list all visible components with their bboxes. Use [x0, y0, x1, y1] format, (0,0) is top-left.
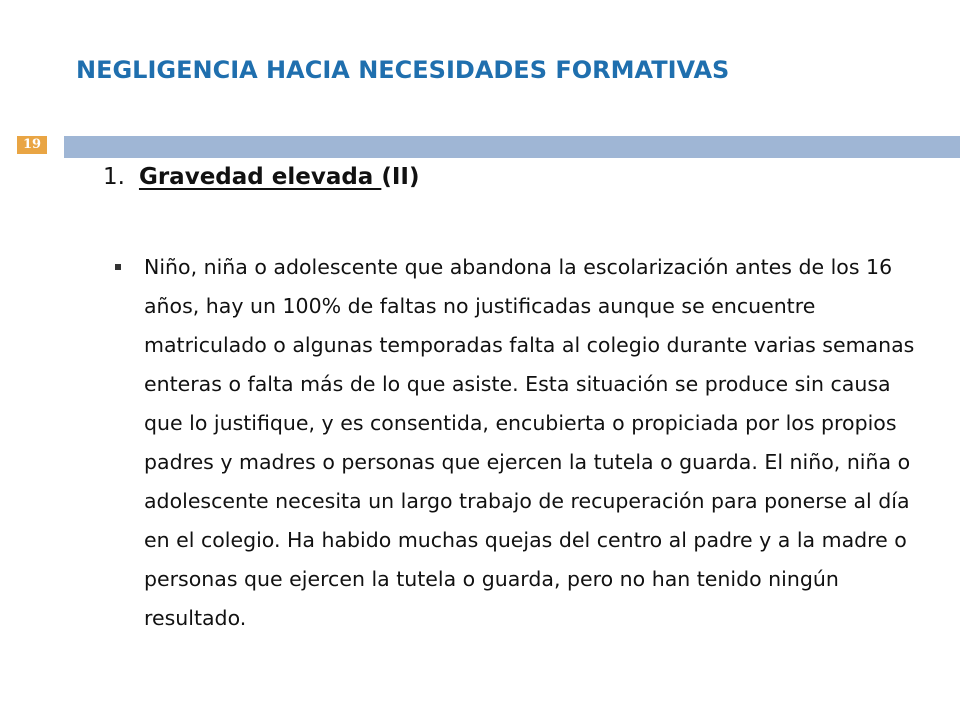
title-divider-bar [64, 136, 960, 158]
heading-suffix: (II) [381, 164, 420, 190]
bullet-paragraph: Niño, niña o adolescente que abandona la escolarización antes de los 16 años, hay un 100% de faltas no justificadas aunque se encuentre matriculado o algunas temporadas falta al colegio durante varias semanas enteras o falta más de lo que asiste. Esta situación se produce sin causa que lo justifique, y es consentida, encubierta o propiciada por los propios padres y madres o personas que ejercen la tutela o guarda. El niño, niña o adolescente necesita un largo trabajo de recuperación para ponerse al día en el colegio. Ha habido muchas quejas del centro al padre y a la madre o personas que ejercen la tutela o guarda, pero no han tenido ningún resultado. [144, 255, 915, 630]
section-heading [103, 164, 419, 190]
square-bullet-icon [115, 264, 121, 270]
slide-title: NEGLIGENCIA HACIA NECESIDADES FORMATIVAS [76, 56, 730, 84]
slide-number-badge: 19 [17, 136, 47, 154]
heading-underlined-text: Gravedad elevada [138, 164, 382, 190]
heading-number: 1. [103, 164, 125, 190]
